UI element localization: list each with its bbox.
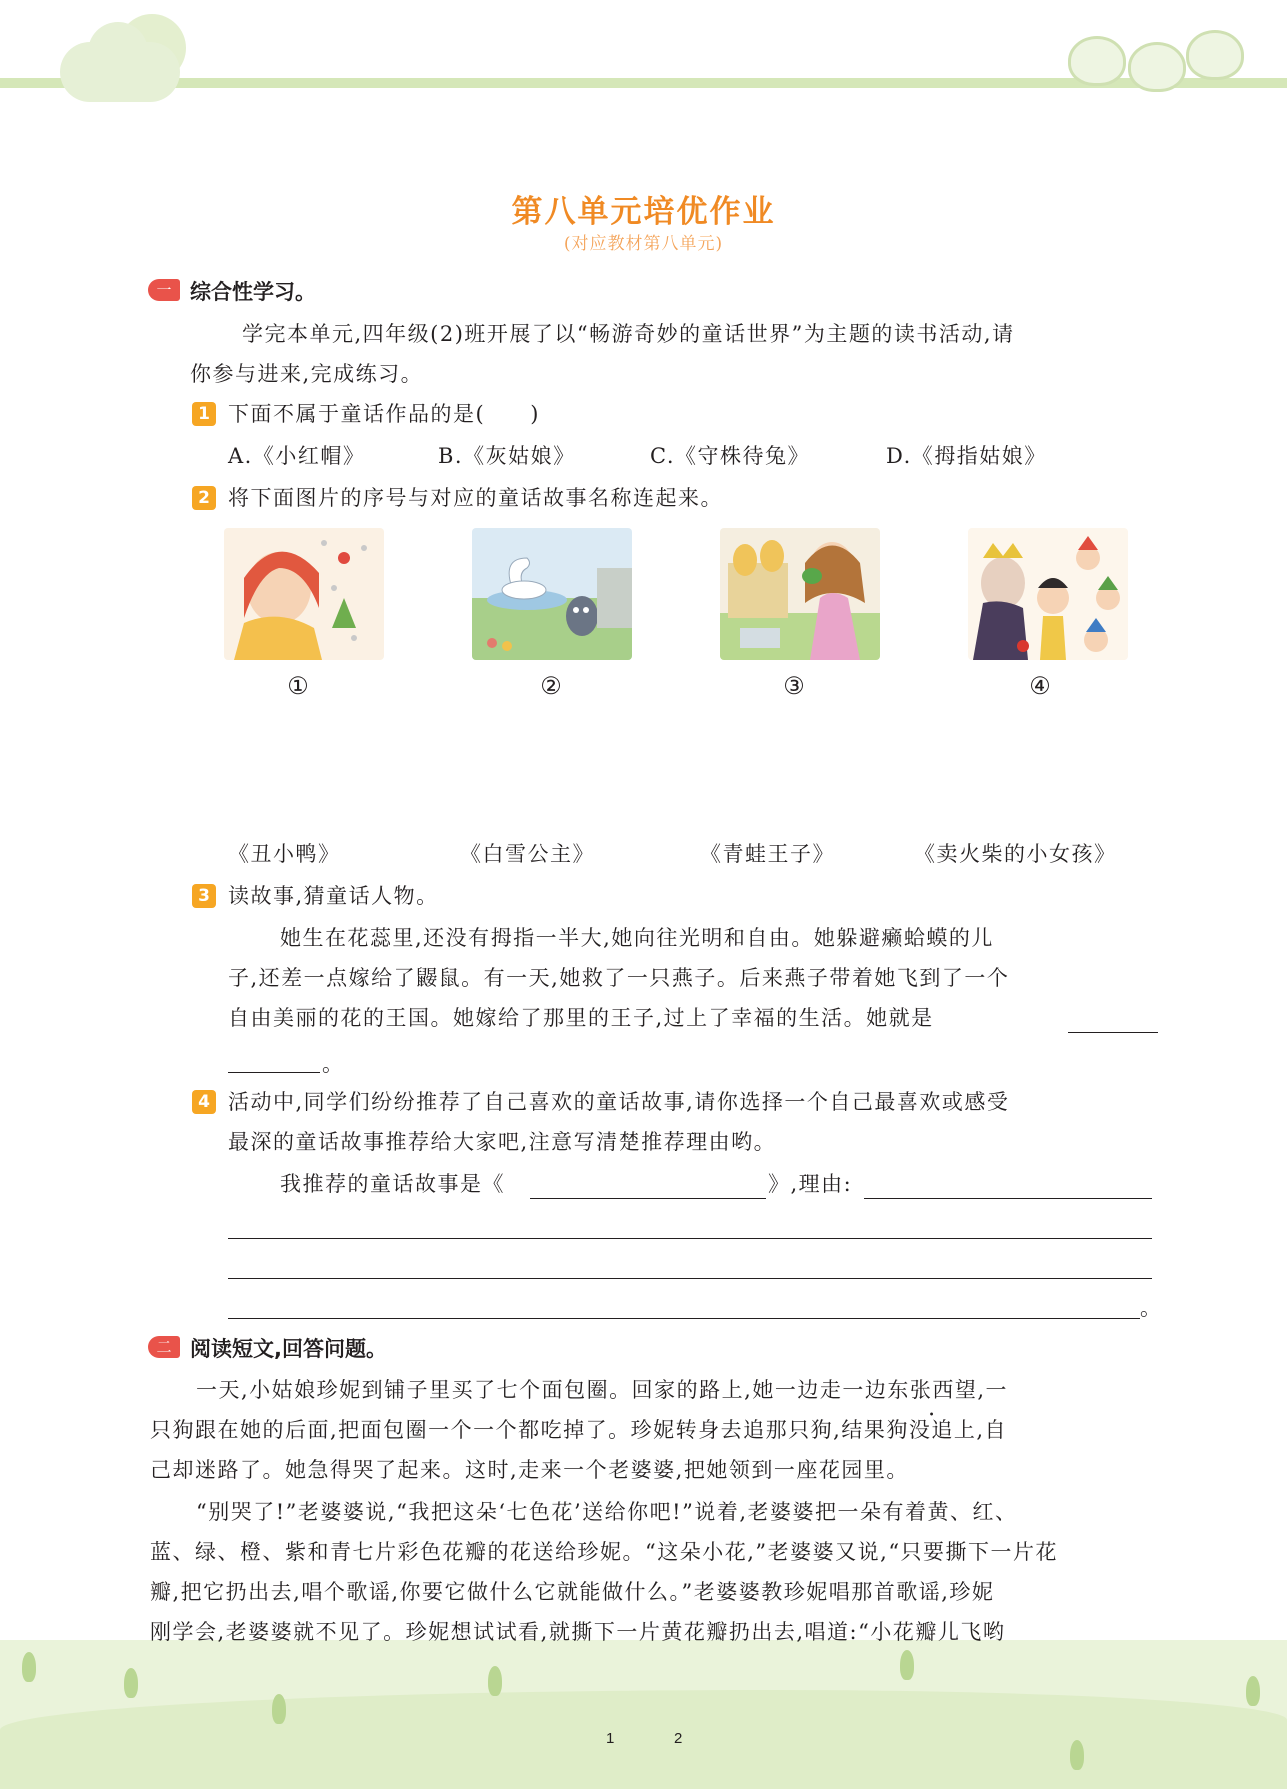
story-text: 子,还差一点嫁给了鼹鼠。有一天,她救了一只燕子。后来燕子带着她飞到了一个: [228, 966, 1010, 990]
question-text: 最深的童话故事推荐给大家吧,注意写清楚推荐理由哟。: [228, 1130, 777, 1154]
question-text: 读故事,猜童话人物。: [228, 884, 439, 908]
option-a: A.《小红帽》: [228, 444, 366, 468]
section-heading: 综合性学习。: [190, 280, 316, 304]
story-text: 自由美丽的花的王国。她嫁给了那里的王子,过上了幸福的生活。她就是: [228, 1006, 934, 1030]
passage-line: [196, 1370, 1008, 1410]
reason-blank[interactable]: [864, 1198, 1152, 1199]
passage-text: 一天,小姑娘珍妮到铺子里买了七个面包圈。回家的路上,她一边走一边: [196, 1378, 888, 1402]
answer-blank[interactable]: [1068, 1032, 1158, 1033]
tree-icon: [124, 1668, 138, 1698]
story-title: 《青蛙王子》: [700, 842, 835, 866]
tree-icon: [1246, 1676, 1260, 1706]
period: 。: [322, 1052, 345, 1076]
reason-blank[interactable]: [228, 1238, 1152, 1239]
intro-text: 学完本单元,四年级(2)班开展了以“畅游奇妙的童话世界”为主题的读书活动,请: [242, 322, 1015, 346]
picture-number: ③: [783, 672, 805, 700]
section-heading: 阅读短文,回答问题。: [190, 1337, 387, 1361]
period: 。: [1140, 1296, 1163, 1320]
section-badge: 一: [148, 279, 180, 301]
option-d: D.《拇指姑娘》: [886, 444, 1047, 468]
picture-number: ①: [287, 672, 309, 700]
tree-icon: [1070, 1740, 1084, 1770]
intro-text: 你参与进来,完成练习。: [190, 362, 424, 386]
tree-icon: [22, 1652, 36, 1682]
picture-snow-white: [968, 528, 1128, 660]
option-b: B.《灰姑娘》: [438, 444, 576, 468]
question-number-badge: 1: [192, 402, 216, 426]
picture-number: ②: [540, 672, 562, 700]
pig-icon: [1186, 30, 1244, 80]
question-number-badge: 4: [192, 1090, 216, 1114]
passage-line: 瓣,把它扔出去,唱个歌谣,你要它做什么它就能做什么。”老婆婆教珍妮唱那首歌谣,珍妮: [150, 1580, 995, 1604]
passage-line: 己却迷路了。她急得哭了起来。这时,走来一个老婆婆,把她领到一座花园里。: [150, 1458, 909, 1482]
passage-line: “别哭了!”老婆婆说,“我把这朵‘七色花’送给你吧!”说着,老婆婆把一朵有着黄、红、: [196, 1500, 1018, 1524]
passage-line: 蓝、绿、橙、紫和青七片彩色花瓣的花送给珍妮。“这朵小花,”老婆婆又说,“只要撕下一片花: [150, 1540, 1059, 1564]
question-text: 下面不属于童话作品的是( ): [228, 402, 540, 426]
cat-icon: [1068, 36, 1126, 86]
footer-hill: [0, 1690, 1287, 1789]
page-title: 第八单元培优作业: [511, 194, 776, 230]
tree-icon: [488, 1666, 502, 1696]
section-badge: 二: [148, 1336, 180, 1358]
question-text: 活动中,同学们纷纷推荐了自己喜欢的童话故事,请你选择一个自己最喜欢或感受: [228, 1090, 1010, 1114]
picture-match-girl: [224, 528, 384, 660]
story-title: 《白雪公主》: [460, 842, 595, 866]
option-c: C.《守株待兔》: [650, 444, 810, 468]
bear-icon: [1128, 42, 1186, 92]
picture-frog-prince: [720, 528, 880, 660]
reason-blank[interactable]: [228, 1278, 1152, 1279]
page-subtitle: (对应教材第八单元): [563, 234, 724, 254]
recommend-prompt: 我推荐的童话故事是《: [280, 1172, 505, 1196]
tree-icon: [900, 1650, 914, 1680]
answer-blank[interactable]: [228, 1072, 320, 1073]
question-text: 将下面图片的序号与对应的童话故事名称连起来。: [228, 486, 723, 510]
page-number: 2: [674, 1730, 683, 1747]
tree-icon: [272, 1694, 286, 1724]
passage-line: 刚学会,老婆婆就不见了。珍妮想试试看,就撕下一片黄花瓣扔出去,唱道:“小花瓣儿飞哟: [150, 1620, 1006, 1644]
page-number: 1: [606, 1730, 615, 1747]
cloud-icon: [88, 22, 148, 82]
passage-text: ,一: [977, 1378, 1009, 1402]
story-name-blank[interactable]: [530, 1198, 766, 1199]
picture-ugly-duckling: [472, 528, 632, 660]
question-number-badge: 2: [192, 486, 216, 510]
recommend-reason-label: 》,理由:: [768, 1172, 853, 1196]
story-title: 《卖火柴的小女孩》: [914, 842, 1117, 866]
reason-blank[interactable]: [228, 1318, 1140, 1319]
question-number-badge: 3: [192, 884, 216, 908]
emphasized-phrase: 东张西望: [887, 1378, 978, 1402]
story-text: 她生在花蕊里,还没有拇指一半大,她向往光明和自由。她躲避癞蛤蟆的儿: [280, 926, 994, 950]
picture-number: ④: [1029, 672, 1051, 700]
passage-line: 只狗跟在她的后面,把面包圈一个一个都吃掉了。珍妮转身去追那只狗,结果狗没追上,自: [150, 1418, 1008, 1442]
story-title: 《丑小鸭》: [228, 842, 341, 866]
